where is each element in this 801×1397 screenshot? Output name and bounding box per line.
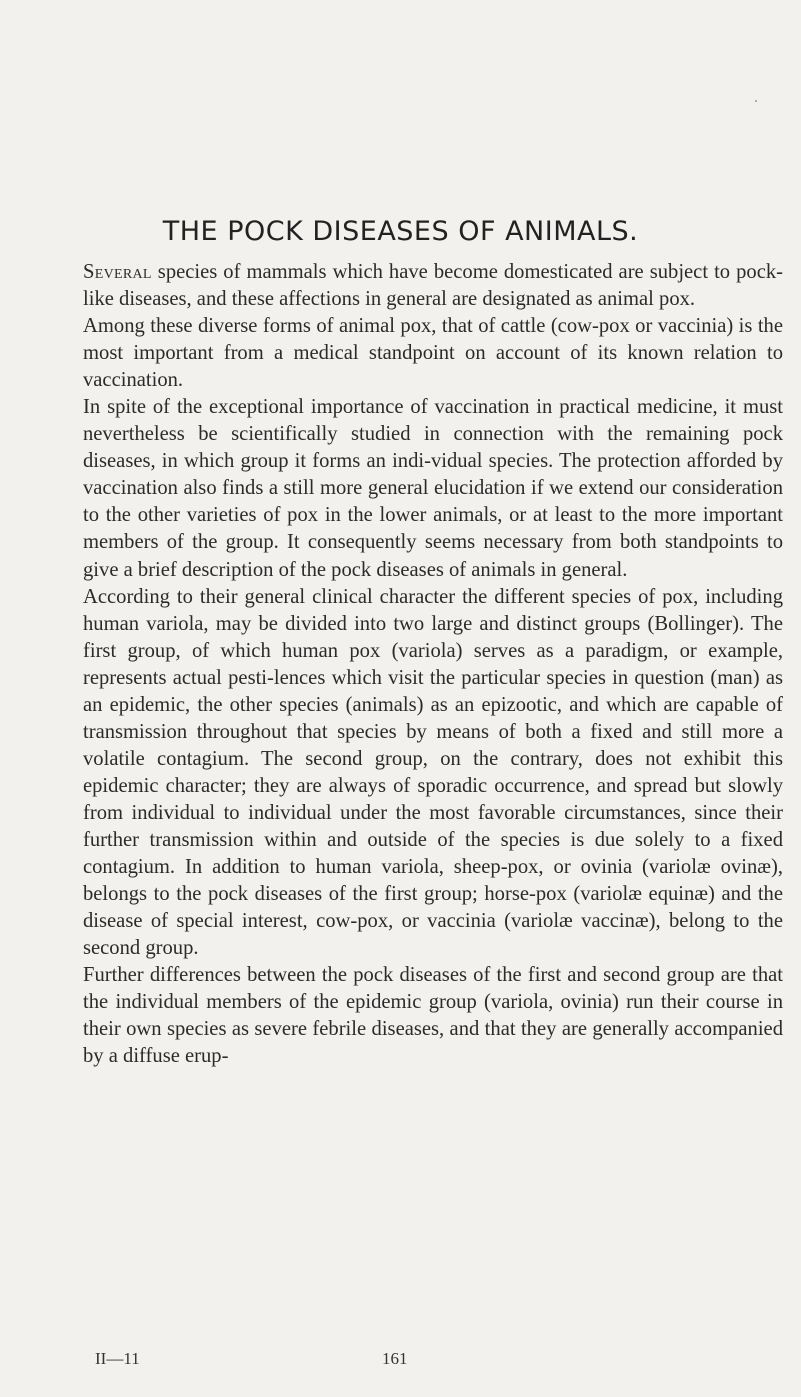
paper-speck (755, 100, 757, 102)
paragraph-text: In spite of the exceptional importance of vaccination in practical medicine, it must nevertheless be scientifically studied in connection with the remaining pock diseases, in which group it forms an indi-vidual species. The protection afforded by vaccination also finds a still more general elucidation if we extend our consideration to the other varieties of pox in the lower animals, or at least to the more important members of the group. It consequently seems necessary from both standpoints to give a brief description of the pock diseases of animals in general. (83, 396, 783, 581)
signature-mark: II—11 (95, 1349, 140, 1368)
paragraph-1 (83, 259, 783, 313)
chapter-body (83, 259, 783, 1070)
paragraph-text: According to their general clinical character the different species of pox, including human variola, may be divided into two large and distinct groups (Bollinger). The first group, of which human pox (variola) serves as a paradigm, or example, represents actual pesti-lences which visit the particular species in question (man) as an epidemic, the other species (animals) as an epizootic, and which are capable of transmission throughout that species by means of both a fixed and still more a volatile contagium. The second group, on the contrary, does not exhibit this epidemic character; they are always of sporadic occurrence, and spread but slowly from individual to individual under the most favorable circumstances, since their further transmission within and outside of the species is due solely to a fixed contagium. In addition to human variola, sheep-pox, or ovinia (variolæ ovinæ), belongs to the pock diseases of the first group; horse-pox (variolæ equinæ) and the disease of special interest, cow-pox, or vaccinia (variolæ vaccinæ), belong to the second group. (83, 585, 783, 960)
paragraph-lead-word: Several (83, 261, 152, 283)
paragraph-text: Among these diverse forms of animal pox, that of cattle (cow-pox or vaccinia) is the most important from a medical standpoint on account of its known relation to vaccination. (83, 315, 783, 392)
paragraph-text: species of mammals which have become domesticated are subject to pock-like diseases, and these affections in general are designated as animal pox. (83, 261, 783, 311)
paragraph-5 (83, 962, 783, 1070)
paragraph-text: Further differences between the pock diseases of the first and second group are that the individual members of the epidemic group (variola, ovinia) run their course in their own species as severe febrile diseases, and that they are generally accompanied by a diffuse erup- (83, 964, 783, 1068)
page-number: 161 (382, 1349, 408, 1368)
paragraph-4 (83, 584, 783, 963)
chapter-title: THE POCK DISEASES OF ANIMALS. (162, 216, 639, 247)
paragraph-2 (83, 313, 783, 394)
paragraph-3 (83, 394, 783, 583)
